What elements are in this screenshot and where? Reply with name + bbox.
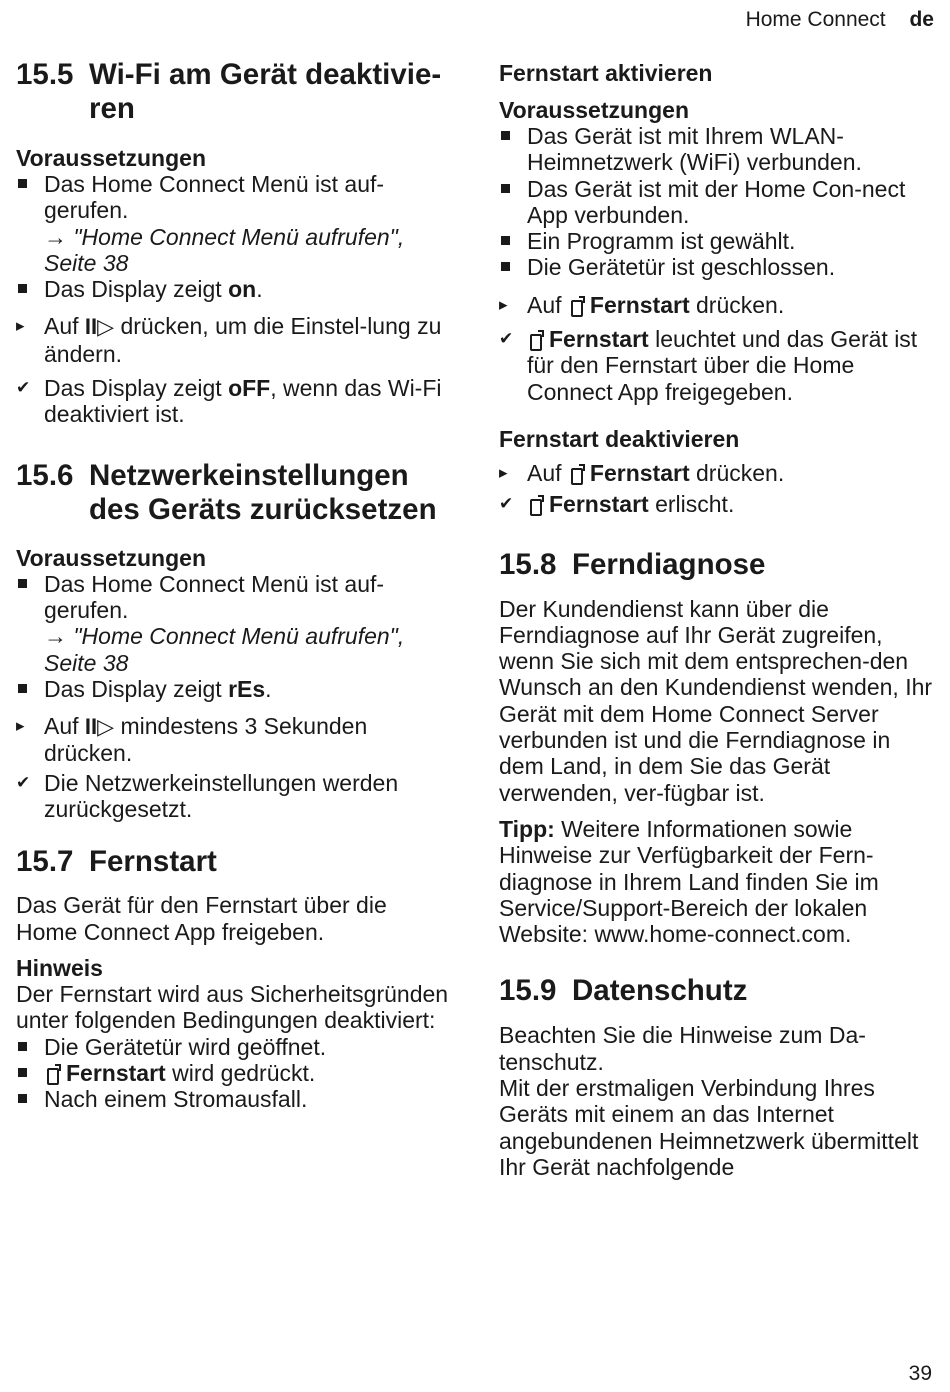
section-15-6 — [16, 459, 451, 823]
section-heading: Datenschutz — [572, 974, 748, 1008]
language-code: de — [909, 8, 934, 31]
section-number: 15.7 — [16, 845, 74, 879]
page-number: 39 — [908, 1362, 932, 1385]
subsection-heading: Fernstart aktivieren — [499, 60, 713, 86]
steps-list — [499, 292, 936, 318]
display-value: on — [228, 276, 257, 303]
list-item: Ein Programm ist gewählt. — [499, 228, 936, 254]
note-text: Der Fernstart wird aus Sicherheitsgründen unter folgenden Bedingungen deaktiviert: — [16, 980, 449, 1034]
remote-start-icon — [570, 464, 584, 483]
list-item: Das Gerät ist mit Ihrem WLAN-Heimnetzwerk (WiFi) verbunden. — [499, 123, 936, 176]
step-triangle-icon: ▸ — [16, 716, 25, 736]
section-heading: Fernstart — [89, 845, 217, 879]
checkmark-icon: ✔ — [499, 329, 514, 349]
section-number: 15.8 — [499, 547, 557, 581]
section-heading: Ferndiagnose — [572, 547, 766, 581]
section-title — [499, 548, 936, 582]
steps-list — [499, 460, 936, 486]
remote-start-activate — [499, 60, 936, 405]
list-item: Die Gerätetür ist geschlossen. — [499, 254, 936, 280]
step-triangle-icon: ▸ — [499, 294, 508, 314]
section-number: 15.9 — [499, 974, 557, 1008]
list-item: Das Display zeigt rEs. — [16, 676, 451, 702]
remote-start-icon — [46, 1064, 60, 1083]
steps-list — [16, 313, 451, 367]
remote-start-icon — [529, 330, 543, 349]
list-item: Nach einem Stromausfall. — [16, 1086, 451, 1112]
list-item: Das Home Connect Menü ist auf-gerufen. → "Home Connect Menü aufrufen", Seite 38 — [16, 171, 451, 276]
section-title — [499, 974, 936, 1008]
results-list — [16, 770, 451, 823]
display-value: oFF — [228, 375, 271, 402]
prerequisites-heading: Voraussetzungen — [499, 97, 689, 123]
section-title — [16, 845, 451, 879]
results-list — [16, 375, 451, 428]
section-heading: Netzwerkeinstellungen des Geräts zurücksetzen — [89, 458, 437, 526]
result-item: ✔ Fernstart leuchtet und das Gerät ist für den Fernstart über die Home Connect App freigegeben. — [499, 326, 918, 405]
start-pause-icon: II▷ — [84, 314, 115, 340]
checkmark-icon: ✔ — [16, 772, 31, 792]
note-list — [16, 1034, 451, 1113]
step-item: ▸ Auf II▷ drücken, um die Einstel-lung zu ändern. — [16, 313, 442, 367]
list-item: Das Home Connect Menü ist auf-gerufen. → "Home Connect Menü aufrufen", Seite 38 — [16, 571, 451, 676]
section-title — [16, 58, 451, 126]
tip-paragraph: Tipp: Weitere Informationen sowie Hinweise zur Verfügbarkeit der Fern-diagnose in Ihrem Land finden Sie im Service/Support-Bereich der lokalen Website: www.home-connect.com. — [499, 815, 879, 948]
results-list — [499, 491, 936, 517]
result-item: ✔ Fernstart erlischt. — [499, 491, 735, 518]
page-header — [746, 8, 934, 32]
section-number: 15.6 — [16, 458, 74, 492]
cross-reference[interactable]: → "Home Connect Menü aufrufen", Seite 38 — [44, 623, 405, 676]
chapter-name: Home Connect — [745, 8, 886, 31]
section-15-7 — [16, 845, 451, 1112]
checkmark-icon: ✔ — [499, 494, 514, 514]
section-title — [16, 459, 451, 527]
note-heading: Hinweis — [16, 954, 103, 981]
prerequisites-list — [499, 123, 936, 281]
step-triangle-icon: ▸ — [16, 316, 25, 336]
step-item: ▸ Auf II▷ mindestens 3 Sekunden drücken. — [16, 713, 368, 767]
display-value: rEs — [228, 675, 266, 702]
subsection-heading: Fernstart deaktivieren — [499, 425, 740, 452]
checkmark-icon: ✔ — [16, 378, 31, 398]
arrow-right-icon: → — [44, 623, 74, 650]
paragraph: Mit der erstmaligen Verbindung Ihres Geräts mit einem an das Internet angebundenen Heimnetzwerk übermittelt Ihr Gerät nachfolgende — [499, 1075, 919, 1180]
paragraph: Beachten Sie die Hinweise zum Da-tenschutz. — [499, 1022, 866, 1075]
steps-list — [16, 713, 451, 767]
prerequisites-list — [16, 571, 451, 702]
section-15-5 — [16, 58, 451, 428]
prerequisites-heading: Voraussetzungen — [16, 145, 206, 171]
results-list — [499, 326, 936, 405]
cross-reference[interactable]: → "Home Connect Menü aufrufen", Seite 38 — [44, 223, 405, 276]
list-item: Das Gerät ist mit der Home Con-nect App verbunden. — [499, 176, 936, 229]
list-item: Fernstart wird gedrückt. — [16, 1060, 451, 1086]
prerequisites-list — [16, 171, 451, 302]
section-15-8 — [499, 548, 936, 948]
prerequisites-heading: Voraussetzungen — [16, 544, 206, 571]
paragraph: Der Kundendienst kann über die Ferndiagnose auf Ihr Gerät zugreifen, wenn Sie sich mit dem entsprechen-den Wunsch an den Kundendienst wenden, Ihr Gerät mit dem Home Connect Server verbunden ist und die Ferndiagnose in dem Land, in dem Sie das Gerät verwenden, ver-fügbar ist. — [499, 595, 933, 806]
section-number: 15.5 — [16, 58, 74, 91]
section-heading: Wi-Fi am Gerät deaktivie-ren — [89, 58, 442, 125]
step-item: ▸ Auf Fernstart drücken. — [499, 291, 785, 318]
arrow-right-icon: → — [44, 223, 74, 250]
step-item: ▸ Auf Fernstart drücken. — [499, 459, 785, 486]
right-column — [499, 58, 936, 1180]
result-item: ✔ Die Netzwerkeinstellungen werden zurückgesetzt. — [16, 769, 399, 823]
tip-label: Tipp: — [499, 815, 555, 842]
step-triangle-icon: ▸ — [499, 462, 508, 482]
result-item: ✔ Das Display zeigt oFF, wenn das Wi-Fi deaktiviert ist. — [16, 375, 442, 428]
left-column — [16, 58, 451, 1112]
remote-start-deactivate — [499, 426, 936, 518]
remote-start-icon — [570, 296, 584, 315]
start-pause-icon: II▷ — [84, 714, 115, 740]
section-15-9 — [499, 974, 936, 1180]
list-item: Die Gerätetür wird geöffnet. — [16, 1034, 451, 1060]
remote-start-icon — [529, 495, 543, 514]
section-intro: Das Gerät für den Fernstart über die Home Connect App freigeben. — [16, 892, 387, 945]
list-item: Das Display zeigt on. — [16, 276, 451, 302]
